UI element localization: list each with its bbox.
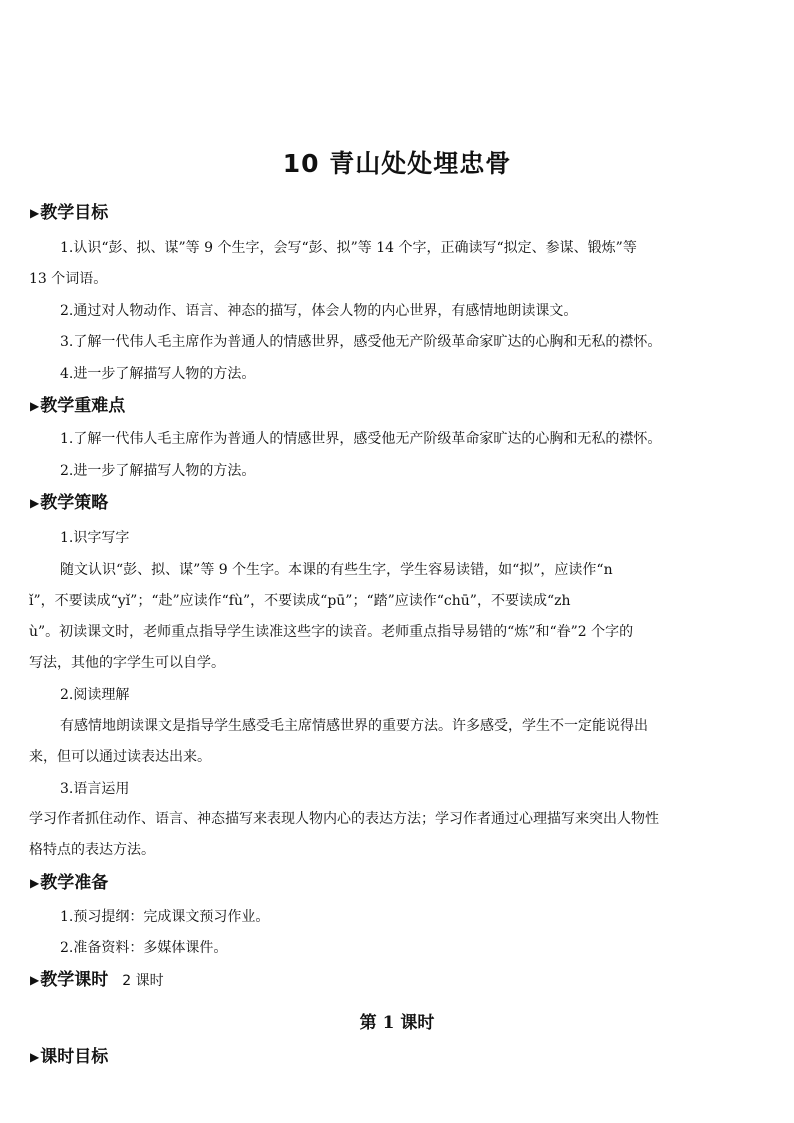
heading-strategy — [30, 492, 108, 515]
goal-line-2: 2.通过对人物动作、语言、神态的描写，体会人物的内心世界，有感情地朗读课文。 — [60, 303, 578, 319]
goal-line-1-cont: 13 个词语。 — [29, 271, 108, 287]
strategy-line-11: 格特点的表达方法。 — [29, 842, 155, 858]
strategy-line-4: ù”。初读课文时，老师重点指导学生读准这些字的读音。老师重点指导易错的“炼”和“眷”2 个字的 — [29, 624, 634, 640]
strategy-line-6: 2.阅读理解 — [60, 687, 130, 703]
heading-key-points — [30, 395, 125, 418]
heading-label: 教学重难点 — [40, 396, 126, 416]
heading-class-hours — [30, 969, 164, 992]
strategy-line-3: ǐ”，不要读成“yǐ”；“赴”应读作“fù”，不要读成“pū”；“踏”应读作“chū”，不要读成“zh — [29, 593, 571, 609]
strategy-line-2: 随文认识“彭、拟、谋”等 9 个生字。本课的有些生字，学生容易读错，如“拟”，应读作“n — [60, 562, 613, 578]
strategy-line-8: 来，但可以通过读表达出来。 — [29, 749, 211, 765]
heading-label: 教学课时 — [40, 970, 109, 990]
prep-line-2: 2.准备资料：多媒体课件。 — [60, 940, 228, 956]
triangle-marker-icon: ▶ — [30, 876, 40, 890]
triangle-marker-icon: ▶ — [30, 206, 40, 220]
heading-teaching-goals — [30, 202, 108, 225]
heading-lesson-goals — [30, 1046, 108, 1069]
lesson-1-title: 第 1 课时 — [359, 1013, 435, 1033]
strategy-line-7: 有感情地朗读课文是指导学生感受毛主席情感世界的重要方法。许多感受，学生不一定能说得出 — [60, 718, 648, 734]
page-title: 10 青山处处埋忠骨 — [282, 149, 512, 178]
heading-label: 教学准备 — [40, 873, 109, 893]
keypoint-line-1: 1.了解一代伟人毛主席作为普通人的情感世界，感受他无产阶级革命家旷达的心胸和无私的襟怀。 — [60, 431, 662, 447]
heading-label: 教学策略 — [40, 493, 109, 513]
prep-line-1: 1.预习提纲：完成课文预习作业。 — [60, 909, 270, 925]
heading-preparation — [30, 872, 108, 895]
triangle-marker-icon: ▶ — [30, 973, 40, 987]
class-hours-value: 2 课时 — [122, 973, 164, 989]
goal-line-3: 3.了解一代伟人毛主席作为普通人的情感世界，感受他无产阶级革命家旷达的心胸和无私的襟怀。 — [60, 334, 662, 350]
triangle-marker-icon: ▶ — [30, 399, 40, 413]
heading-label: 课时目标 — [40, 1047, 109, 1067]
strategy-line-5: 写法，其他的字学生可以自学。 — [29, 655, 225, 671]
goal-line-4: 4.进一步了解描写人物的方法。 — [60, 366, 256, 382]
triangle-marker-icon: ▶ — [30, 496, 40, 510]
triangle-marker-icon: ▶ — [30, 1050, 40, 1064]
strategy-line-9: 3.语言运用 — [60, 781, 130, 797]
keypoint-line-2: 2.进一步了解描写人物的方法。 — [60, 463, 256, 479]
goal-line-1: 1.认识“彭、拟、谋”等 9 个生字，会写“彭、拟”等 14 个字，正确读写“拟定、参谋、锻炼”等 — [60, 240, 637, 256]
heading-label: 教学目标 — [40, 203, 109, 223]
strategy-line-10: 学习作者抓住动作、语言、神态描写来表现人物内心的表达方法；学习作者通过心理描写来突出人物性 — [29, 811, 659, 827]
strategy-line-1: 1.识字写字 — [60, 530, 130, 546]
